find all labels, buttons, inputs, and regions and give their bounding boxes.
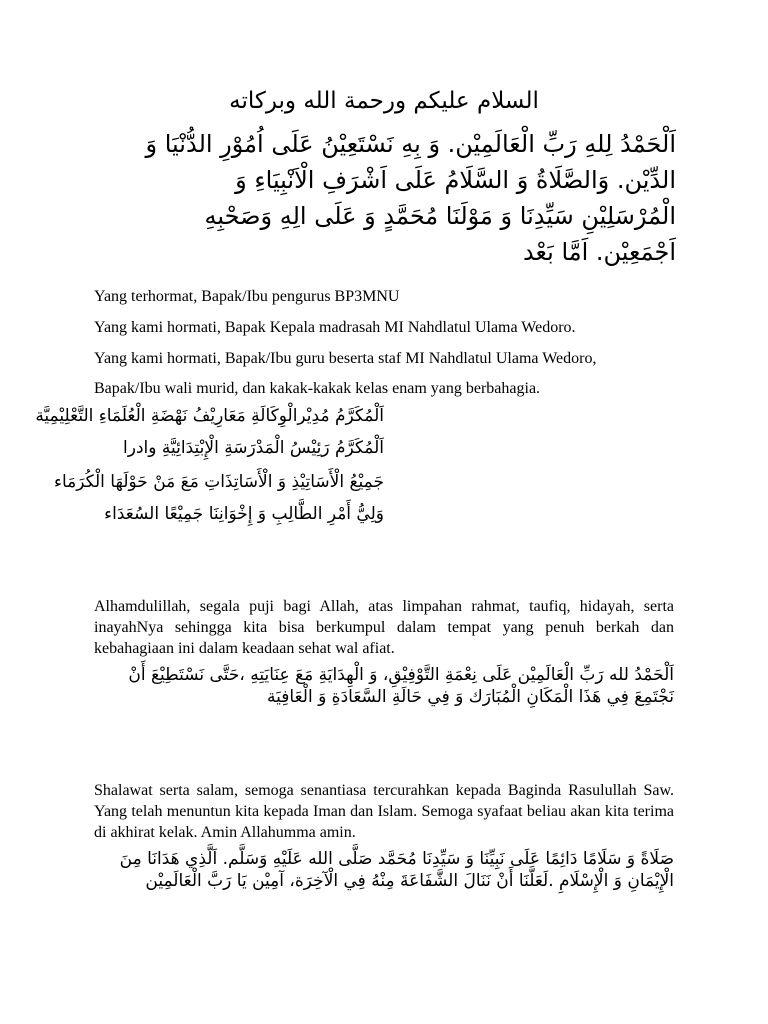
opening-line: اَلْحَمْدُ لِلهِ رَبِّ الْعَالَمِيْن. وَ بِهِ نَسْتَعِيْنُ عَلَى اُمُوْرِ الدُّنْيَا وَ — [145, 130, 676, 158]
opening-line: الدِّيْن. وَالصَّلَاةُ وَ السَّلَامُ عَلَى اَشْرَفِ الْاَنْبِيَاءِ وَ — [235, 166, 676, 194]
hamdalah-paragraph: Alhamdulillah, segala puji bagi Allah, atas limpahan rahmat, taufiq, hidayah, serta inayahNya sehingga kita bisa berkumpul dalam tempat yang penuh berkah dan kebahagiaan ini dalam keadaan sehat wal afiat. — [94, 598, 674, 657]
salam-heading: السلام عليكم ورحمة الله وبركاته — [229, 88, 539, 114]
arabic-greeting-line: اَلْمُكَرَّمُ رَئِيْسُ الْمَدْرَسَةِ الْإِبْتِدَائِيَّةِ وادرا — [123, 438, 384, 458]
arabic-greeting-line: جَمِيْعُ الْأَسَاتِيْذِ وَ الْأَسَاتِذَاتِ مَعَ مَنْ حَوْلَهَا الْكُرَمَاء — [53, 472, 384, 492]
greeting-line: Yang terhormat, Bapak/Ibu pengurus BP3MNU — [94, 288, 400, 305]
shalawat-arabic-line: الْإِيْمَانِ وَ الْإِسْلَامِ .لَعَلَّنَا أَنْ نَنَالَ الشَّفَاعَةَ مِنْهُ فِي الْآخِرَة، آمِيْن يَا رَبَّ الْعَالَمِيْن — [145, 871, 674, 891]
arabic-greeting-line: اَلْمُكَرَّمُ مُدِيْرالْوِكَالَةِ مَعَارِيْفُ نَهْضَةِ الْعُلَمَاءِ التَّعْلِيْمِيَّة — [35, 406, 384, 426]
greeting-line: Yang kami hormati, Bapak/Ibu guru beserta staf MI Nahdlatul Ulama Wedoro, — [94, 350, 597, 367]
arabic-greeting-line: وَلِيُّ أَمْرِ الطَّالِبِ وَ إِخْوَانِنَا جَمِيْعًا السُعَدَاء — [104, 504, 384, 524]
opening-line: الْمُرْسَلِيْنِ سَيِّدِنَا وَ مَوْلَنَا مُحَمَّدٍ وَ عَلَى الِهِ وَصَحْبِهِ — [204, 202, 676, 230]
hamdalah-arabic-line: اَلْحَمْدُ لله رَبِّ الْعَالَمِيْن عَلَى نِعْمَةِ التَّوْفِيْقِ، وَ الْهِدَايَةِ مَعَ عِنَايَتِهِ ،حَتَّى نَسْتَطِيْعَ أَنْ — [128, 665, 674, 685]
greeting-line: Bapak/Ibu wali murid, dan kakak-kakak kelas enam yang berbahagia. — [94, 380, 541, 397]
shalawat-arabic-line: صَلَاةً وَ سَلَامًا دَائِمًا عَلَى نَبِيِّنَا وَ سَيِّدِنَا مُحَمَّد صَلَّى الله عَلَيْهِ وَسَلَّم. اَلَّذِي هَدَانَا مِنَ — [119, 849, 674, 869]
opening-line: اَجْمَعِيْن. اَمَّا بَعْد — [522, 238, 676, 266]
greeting-line: Yang kami hormati, Bapak Kepala madrasah MI Nahdlatul Ulama Wedoro. — [94, 319, 576, 336]
shalawat-paragraph: Shalawat serta salam, semoga senantiasa tercurahkan kepada Baginda Rasulullah Saw. Yang telah menuntun kita kepada Iman dan Islam. Semoga syafaat beliau akan kita terima di akhirat kelak. Amin Allahumma amin. — [94, 782, 674, 841]
hamdalah-arabic-line: نَجْتَمِعَ فِي هَذَا الْمَكَانِ الْمُبَارَك وَ فِي حَالَةِ السَّعَادَةِ وَ الْعَافِيَة — [267, 687, 674, 707]
